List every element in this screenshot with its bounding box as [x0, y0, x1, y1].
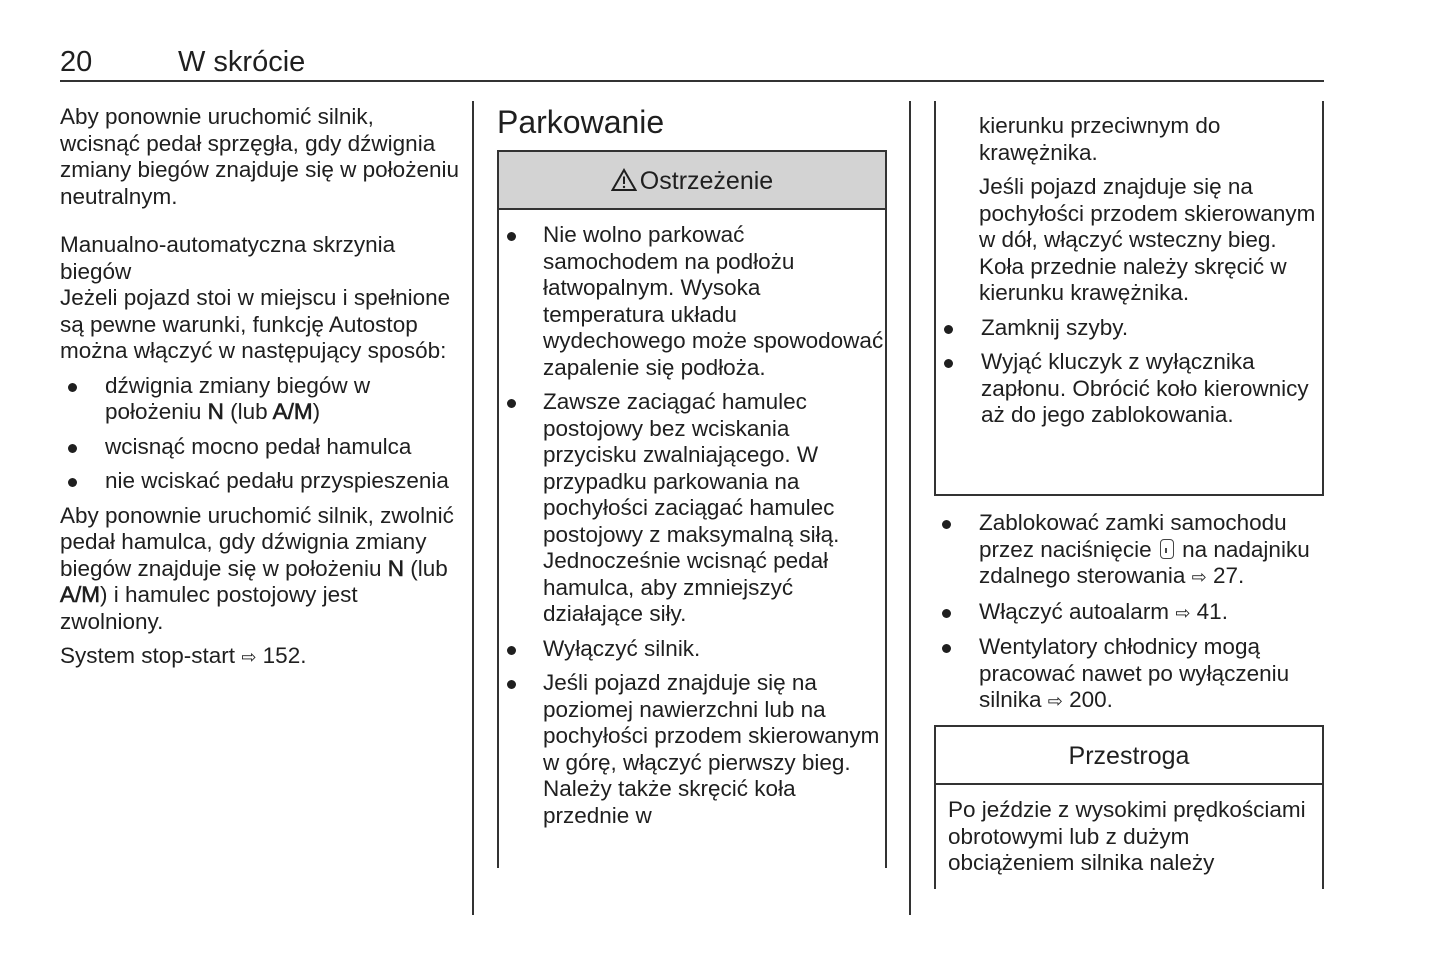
warning-continued-body: [936, 101, 1322, 429]
column-3-list: [934, 510, 1334, 723]
bullet-icon: [68, 444, 77, 453]
bullet-icon: [507, 399, 516, 408]
list-item: Jeśli pojazd znajduje się na poziomej nawierzchni lub na pochyłości przodem skierowanym w górę, włączyć pierwszy bieg. Należy także skręcić koła przednie w: [499, 670, 885, 829]
warning-title: Ostrzeżenie: [639, 167, 774, 195]
warning-continuation-text: kierunku przeciwnym do krawężnika.: [979, 113, 1221, 165]
bullet-icon: [507, 680, 516, 689]
warning-continued-list: [936, 315, 1322, 429]
warning-list: [499, 222, 885, 829]
page-reference-link[interactable]: 41.: [1196, 598, 1228, 624]
warning-downhill-paragraph: Jeśli pojazd znajduje się na pochyłości przodem skierowanym w dół, włączyć wsteczny bieg. Koła przednie należy skręcić w kierunku krawężnika.: [979, 174, 1316, 305]
page-reference-link[interactable]: 152.: [262, 643, 307, 668]
page-reference-arrow-icon: ⇨: [1047, 691, 1063, 711]
intro-paragraph: Aby ponownie uruchomić silnik, wcisnąć pedał sprzęgła, gdy dźwignia zmiany biegów znajduje się w położeniu neutralnym.: [60, 104, 459, 209]
lock-button-icon: [1160, 539, 1174, 559]
autostop-conditions-list: [60, 373, 460, 495]
subheading-manual-automatic-gearbox: Manualno-automatyczna skrzynia biegów: [60, 232, 396, 284]
list-item: Zablokować zamki samochodu przez naciśnięcie na nadajniku zdalnego sterowania ⇨ 27.: [934, 510, 1334, 591]
gear-n-label: N: [207, 399, 224, 424]
bullet-icon: [68, 383, 77, 392]
warning-header: [499, 152, 885, 210]
page-header: [60, 44, 1324, 82]
list-item: Nie wolno parkować samochodem na podłożu łatwopalnym. Wysoka temperatura układu wydechowego może spowodować zapalenie się podłoża.: [499, 222, 885, 381]
list-item: wcisnąć mocno pedał hamulca: [60, 434, 460, 461]
page-number: 20: [60, 46, 93, 78]
list-item: Zawsze zaciągać hamulec postojowy bez wciskania przycisku zwalniającego. W przypadku parkowania na pochyłości zaciągać hamulec postojowy z maksymalną siłą. Jednocześnie wcisnąć pedał hamulca, aby zmniejszyć działające siły.: [499, 389, 885, 628]
parking-steps-list: [934, 510, 1334, 715]
warning-body: [499, 210, 885, 829]
bullet-icon: [944, 359, 953, 368]
bullet-icon: [68, 478, 77, 487]
page-reference-link[interactable]: 27.: [1213, 563, 1245, 588]
bullet-icon: [942, 644, 951, 653]
list-item: Zamknij szyby.: [936, 315, 1322, 342]
column-divider-1: [472, 101, 474, 915]
bullet-icon: [507, 232, 516, 241]
section-title-parking: Parkowanie: [497, 104, 665, 140]
column-1: [60, 104, 460, 679]
page-reference-arrow-icon: ⇨: [1175, 602, 1191, 623]
bullet-icon: [944, 325, 953, 334]
restart-paragraph: Aby ponownie uruchomić silnik, zwolnić pedał hamulca, gdy dźwignia zmiany biegów znajduje się w położeniu N (lub A/M) i hamulec postojowy jest zwolniony.: [60, 502, 454, 634]
page-reference-arrow-icon: ⇨: [241, 647, 257, 667]
chapter-title: W skrócie: [178, 46, 306, 78]
caution-box: [934, 725, 1324, 889]
list-item: dźwignia zmiany biegów w położeniu N (lub A/M): [60, 373, 460, 426]
caution-header: Przestroga: [936, 727, 1322, 785]
bullet-icon: [942, 609, 951, 618]
autostop-paragraph: Jeżeli pojazd stoi w miejscu i spełnione są pewne warunki, funkcję Autostop można włączyć w następujący sposób:: [60, 285, 451, 363]
caution-body: Po jeździe z wysokimi prędkościami obrotowymi lub z dużym obciążeniem silnika należy: [948, 797, 1306, 875]
bullet-icon: [507, 646, 516, 655]
list-item: Wentylatory chłodnicy mogą pracować nawet po wyłączeniu silnika ⇨ 200.: [934, 634, 1334, 715]
crossref-stop-start[interactable]: System stop-start ⇨ 152.: [60, 643, 460, 671]
list-item: nie wciskać pedału przyspieszenia: [60, 468, 460, 495]
list-item: Włączyć autoalarm ⇨ 41.: [934, 599, 1334, 627]
bullet-icon: [942, 520, 951, 529]
warning-box-continued: [934, 101, 1324, 496]
page-reference-arrow-icon: ⇨: [1191, 567, 1207, 587]
page-reference-link[interactable]: 200.: [1069, 687, 1113, 712]
list-item: Wyjąć kluczyk z wyłącznika zapłonu. Obrócić koło kierownicy aż do jego zablokowania.: [936, 349, 1322, 429]
warning-triangle-icon: [611, 168, 637, 192]
warning-box: [497, 150, 887, 868]
column-2: [497, 102, 887, 142]
gear-am-label: A/M: [272, 399, 313, 424]
list-item: Wyłączyć silnik.: [499, 636, 885, 663]
column-divider-2: [909, 101, 911, 915]
